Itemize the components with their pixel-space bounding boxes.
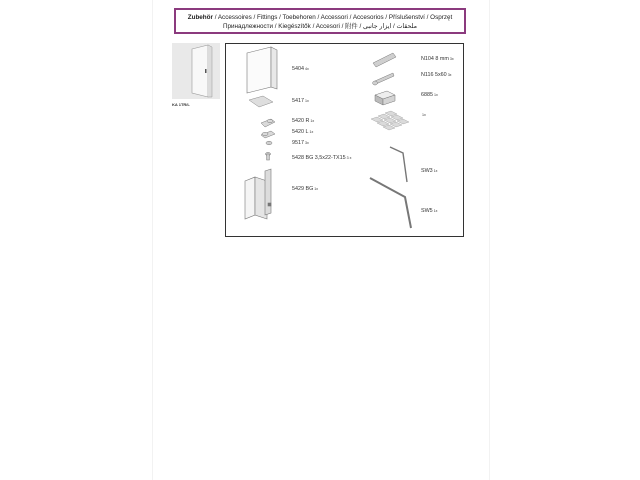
part-label-sw3: SW31x — [421, 168, 438, 174]
part-5420r-icon — [261, 119, 275, 127]
part-5404-icon — [247, 47, 277, 93]
part-5420l-icon — [261, 131, 275, 138]
title-line-1 — [176, 13, 464, 22]
part-label-pad-grid: 1x — [422, 113, 426, 117]
part-label-5417: 54171x — [292, 98, 309, 104]
part-n116-screw-icon — [373, 73, 394, 85]
part-label-5404: 54044x — [292, 66, 309, 72]
part-label-6885: 68851x — [421, 92, 438, 98]
product-thumbnail — [172, 43, 220, 99]
part-5428-screw-icon — [265, 152, 270, 160]
part-9517-icon — [266, 141, 272, 145]
part-label-5420r: 5420 R1x — [292, 118, 315, 124]
accessories-title-box — [174, 8, 466, 34]
part-label-5420l: 5420 L1x — [292, 129, 314, 135]
title-line-2: Принадлежности / Kiegészítők / Accesori / 附件 / ملحقات / ایزار جانبی — [222, 23, 417, 30]
part-sw5-hex-key-icon — [370, 178, 411, 228]
part-6885-block-icon — [375, 91, 395, 105]
part-pad-grid-icon — [371, 111, 409, 130]
part-label-n116: N116 5x603x — [421, 72, 452, 78]
part-label-n104: N104 8 mm3x — [421, 56, 454, 62]
part-label-sw5: SW51x — [421, 208, 438, 214]
part-label-5429: 5429 BG1x — [292, 186, 319, 192]
title-bold: Zubehör — [187, 14, 213, 21]
part-label-5428: 5428 BG 3,5x22-TX153 x — [292, 155, 352, 161]
part-5429-profile-icon — [245, 169, 271, 219]
part-label-9517: 95173x — [292, 140, 309, 146]
part-n104-dowel-icon — [373, 53, 396, 67]
part-5417-icon — [249, 96, 273, 107]
part-sw3-hex-key-icon — [390, 147, 407, 182]
title-rest: / Accessoires / Fittings / Toebehoren / Accessori / Accesorios / Příslušenství / Osprzęt — [212, 14, 453, 21]
thumbnail-label: KA 1TR/L — [172, 102, 190, 107]
door-thumbnail-icon — [172, 43, 220, 99]
